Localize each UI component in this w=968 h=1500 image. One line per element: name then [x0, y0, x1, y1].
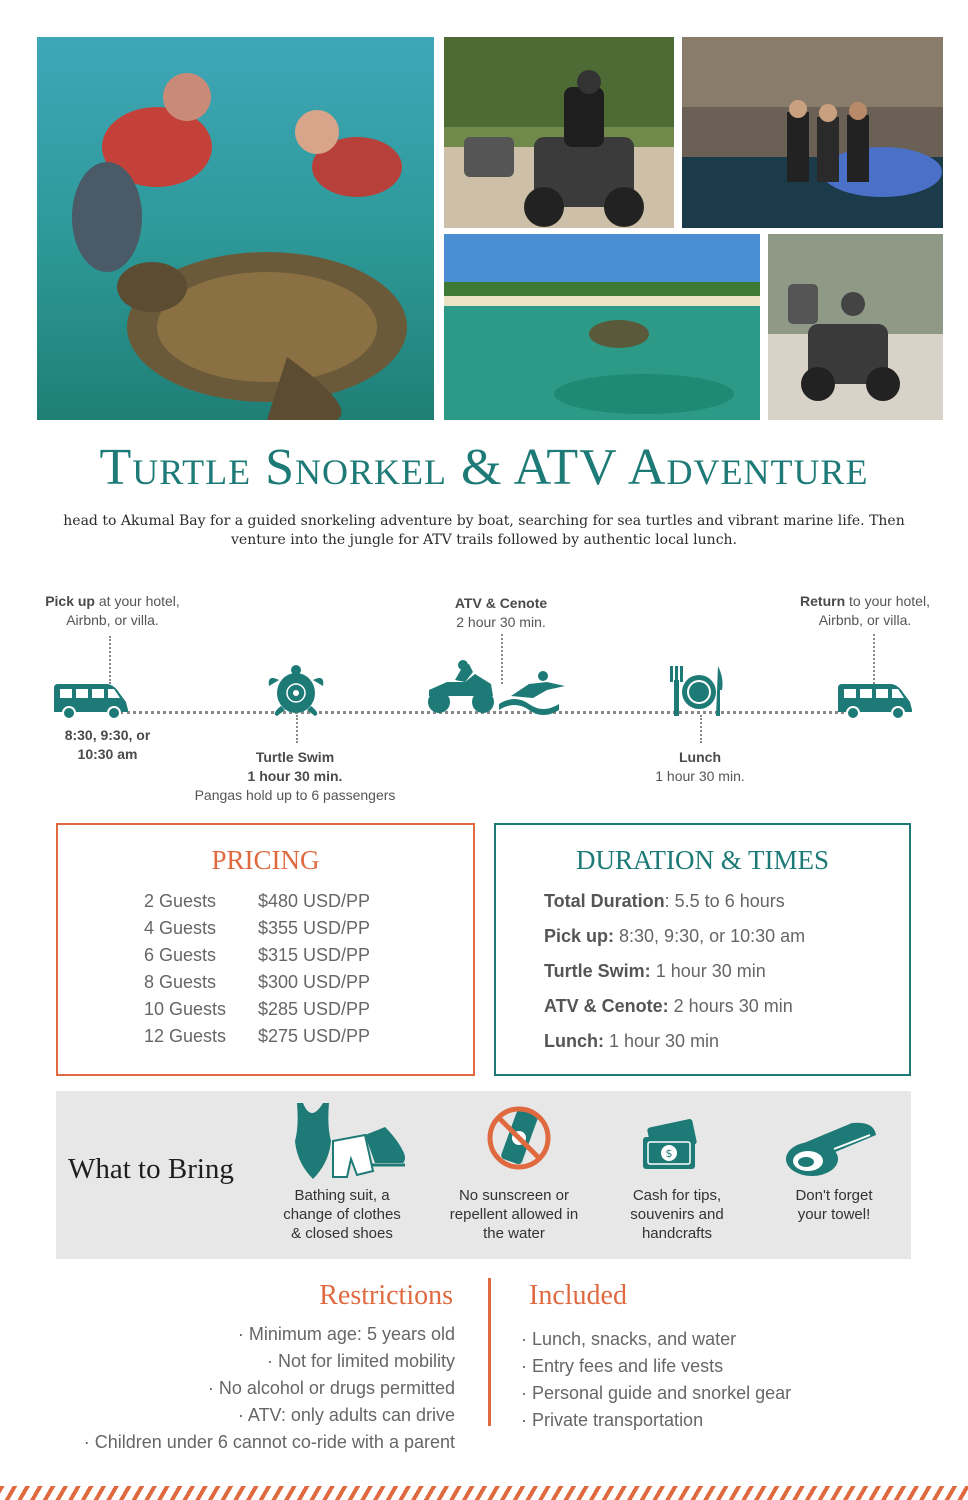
- timeline-atv-duration: 2 hour 30 min.: [456, 614, 546, 630]
- timeline-pickup-rest: at your hotel,: [94, 593, 180, 609]
- timeline-atv-text: [411, 594, 591, 632]
- bring-item-line: Cash for tips,: [632, 1187, 722, 1204]
- bring-item-line: & closed shoes: [291, 1225, 393, 1242]
- pricing-heading: PRICING: [211, 845, 320, 875]
- duration-value: 8:30, 9:30, or 10:30 am: [614, 926, 806, 946]
- duration-heading: DURATION & TIMES: [575, 845, 829, 875]
- restriction-item: · No alcohol or drugs permitted: [207, 1378, 455, 1398]
- turtle-icon: [265, 664, 327, 718]
- bring-item-cash: [609, 1186, 745, 1243]
- timeline-lunch-label: Lunch: [679, 749, 721, 765]
- timeline-pickup-times: [40, 726, 175, 764]
- bring-item-line: Don't forget: [795, 1187, 873, 1204]
- price-row: [144, 891, 370, 912]
- cash-icon: [639, 1119, 701, 1175]
- duration-value: 1 hour 30 min: [604, 1031, 720, 1051]
- price-guests: 10 Guests: [144, 999, 227, 1019]
- included-item: · Entry fees and life vests: [521, 1356, 724, 1376]
- intro-text: head to Akumal Bay for a guided snorkeling adventure by boat, searching for sea turtles and vibrant marine life. Then venture into the jungle for ATV trails followed by authentic local lunch.: [63, 513, 905, 548]
- bring-item-line: souvenirs and: [630, 1206, 724, 1223]
- photo-beach-turtle: [444, 234, 760, 420]
- atv-swim-icon: [425, 660, 570, 716]
- timeline-turtle-duration: 1 hour 30 min.: [247, 768, 343, 784]
- included-item: · Private transportation: [521, 1410, 704, 1430]
- timeline-pickup-times-2: 10:30 am: [77, 746, 138, 762]
- timeline-pickup-times-1: 8:30, 9:30, or: [64, 727, 151, 743]
- included-heading: Included: [529, 1280, 627, 1311]
- bring-item-swimsuit: [268, 1186, 416, 1243]
- restriction-item: · ATV: only adults can drive: [237, 1405, 455, 1425]
- bring-item-line: the water: [483, 1225, 545, 1242]
- what-to-bring-panel: [56, 1091, 911, 1259]
- duration-row: [544, 996, 793, 1017]
- price-row: [144, 972, 370, 993]
- restriction-item: · Not for limited mobility: [266, 1351, 455, 1371]
- bring-item-line: change of clothes: [283, 1206, 401, 1223]
- timeline-lunch-text: [620, 748, 780, 786]
- price-row: [144, 945, 370, 966]
- footer-stripe: [0, 1486, 968, 1500]
- duration-row: [544, 1031, 719, 1052]
- duration-label: ATV & Cenote:: [544, 996, 669, 1016]
- duration-value: : 5.5 to 6 hours: [664, 891, 785, 911]
- plate-cutlery-icon: [668, 664, 724, 718]
- duration-box: [494, 823, 911, 1076]
- price-value: $355 USD/PP: [258, 918, 371, 938]
- price-row: [144, 918, 370, 939]
- restriction-item: · Children under 6 cannot co-ride with a parent: [83, 1432, 455, 1452]
- timeline-lunch-duration: 1 hour 30 min.: [655, 768, 745, 784]
- price-guests: 6 Guests: [144, 945, 217, 965]
- page-title: Turtle Snorkel & ATV Adventure: [99, 439, 869, 496]
- bring-item-line: Bathing suit, a: [294, 1187, 390, 1204]
- bring-item-sunscreen: [439, 1186, 589, 1243]
- included-item: · Personal guide and snorkel gear: [521, 1383, 792, 1403]
- van-icon: [836, 682, 914, 720]
- included-item: · Lunch, snacks, and water: [521, 1329, 737, 1349]
- timeline-return-line2: Airbnb, or villa.: [818, 612, 912, 628]
- timeline-turtle-note: Pangas hold up to 6 passengers: [194, 787, 396, 803]
- timeline-pickup-text: [30, 592, 195, 630]
- timeline-connector: [296, 715, 298, 743]
- price-guests: 2 Guests: [144, 891, 217, 911]
- price-guests: 12 Guests: [144, 1026, 227, 1046]
- van-icon: [52, 682, 130, 720]
- bring-item-line: handcrafts: [641, 1225, 713, 1242]
- restrictions-heading: Restrictions: [319, 1280, 453, 1311]
- price-row: [144, 999, 370, 1020]
- timeline-atv-label: ATV & Cenote: [454, 595, 548, 611]
- duration-row: [544, 891, 785, 912]
- bring-item-towel: [770, 1186, 898, 1224]
- no-sunscreen-icon: [486, 1105, 552, 1171]
- price-row: [144, 1026, 370, 1047]
- price-value: $285 USD/PP: [258, 999, 371, 1019]
- duration-label: Pick up:: [544, 926, 615, 946]
- price-value: $315 USD/PP: [258, 945, 371, 965]
- timeline-connector: [873, 634, 875, 684]
- timeline-turtle-text: [170, 748, 420, 805]
- bring-item-line: repellent allowed in: [449, 1206, 579, 1223]
- price-value: $275 USD/PP: [258, 1026, 371, 1046]
- duration-value: 1 hour 30 min: [650, 961, 766, 981]
- photo-atv-trail: [768, 234, 943, 420]
- pricing-box: [56, 823, 475, 1076]
- svg-text:$: $: [665, 1147, 673, 1160]
- timeline-return-bold: Return: [800, 593, 846, 609]
- timeline-connector: [109, 636, 111, 684]
- price-value: $480 USD/PP: [258, 891, 371, 911]
- timeline-return-rest: to your hotel,: [845, 593, 930, 609]
- restriction-item: · Minimum age: 5 years old: [237, 1324, 455, 1344]
- duration-label: Total Duration: [544, 891, 665, 911]
- section-divider: [488, 1278, 491, 1426]
- duration-row: [544, 926, 805, 947]
- timeline-pickup-bold: Pick up: [45, 593, 95, 609]
- duration-label: Turtle Swim:: [544, 961, 651, 981]
- swimsuit-shoes-icon: [293, 1101, 408, 1181]
- photo-atv-riders: [444, 37, 674, 228]
- timeline-pickup-line2: Airbnb, or villa.: [66, 612, 159, 628]
- what-to-bring-title: What to Bring: [68, 1153, 234, 1185]
- bring-item-line: your towel!: [797, 1206, 871, 1223]
- timeline-return-text: [780, 592, 950, 630]
- timeline-turtle-label: Turtle Swim: [255, 749, 335, 765]
- price-guests: 8 Guests: [144, 972, 217, 992]
- photo-cenote: [682, 37, 943, 228]
- price-guests: 4 Guests: [144, 918, 217, 938]
- towel-icon: [784, 1121, 880, 1179]
- timeline-connector: [700, 715, 702, 743]
- duration-value: 2 hours 30 min: [668, 996, 793, 1016]
- duration-row: [544, 961, 766, 982]
- bring-item-line: No sunscreen or: [458, 1187, 570, 1204]
- price-value: $300 USD/PP: [258, 972, 371, 992]
- photo-snorkel-turtle: [37, 37, 434, 420]
- duration-label: Lunch:: [544, 1031, 604, 1051]
